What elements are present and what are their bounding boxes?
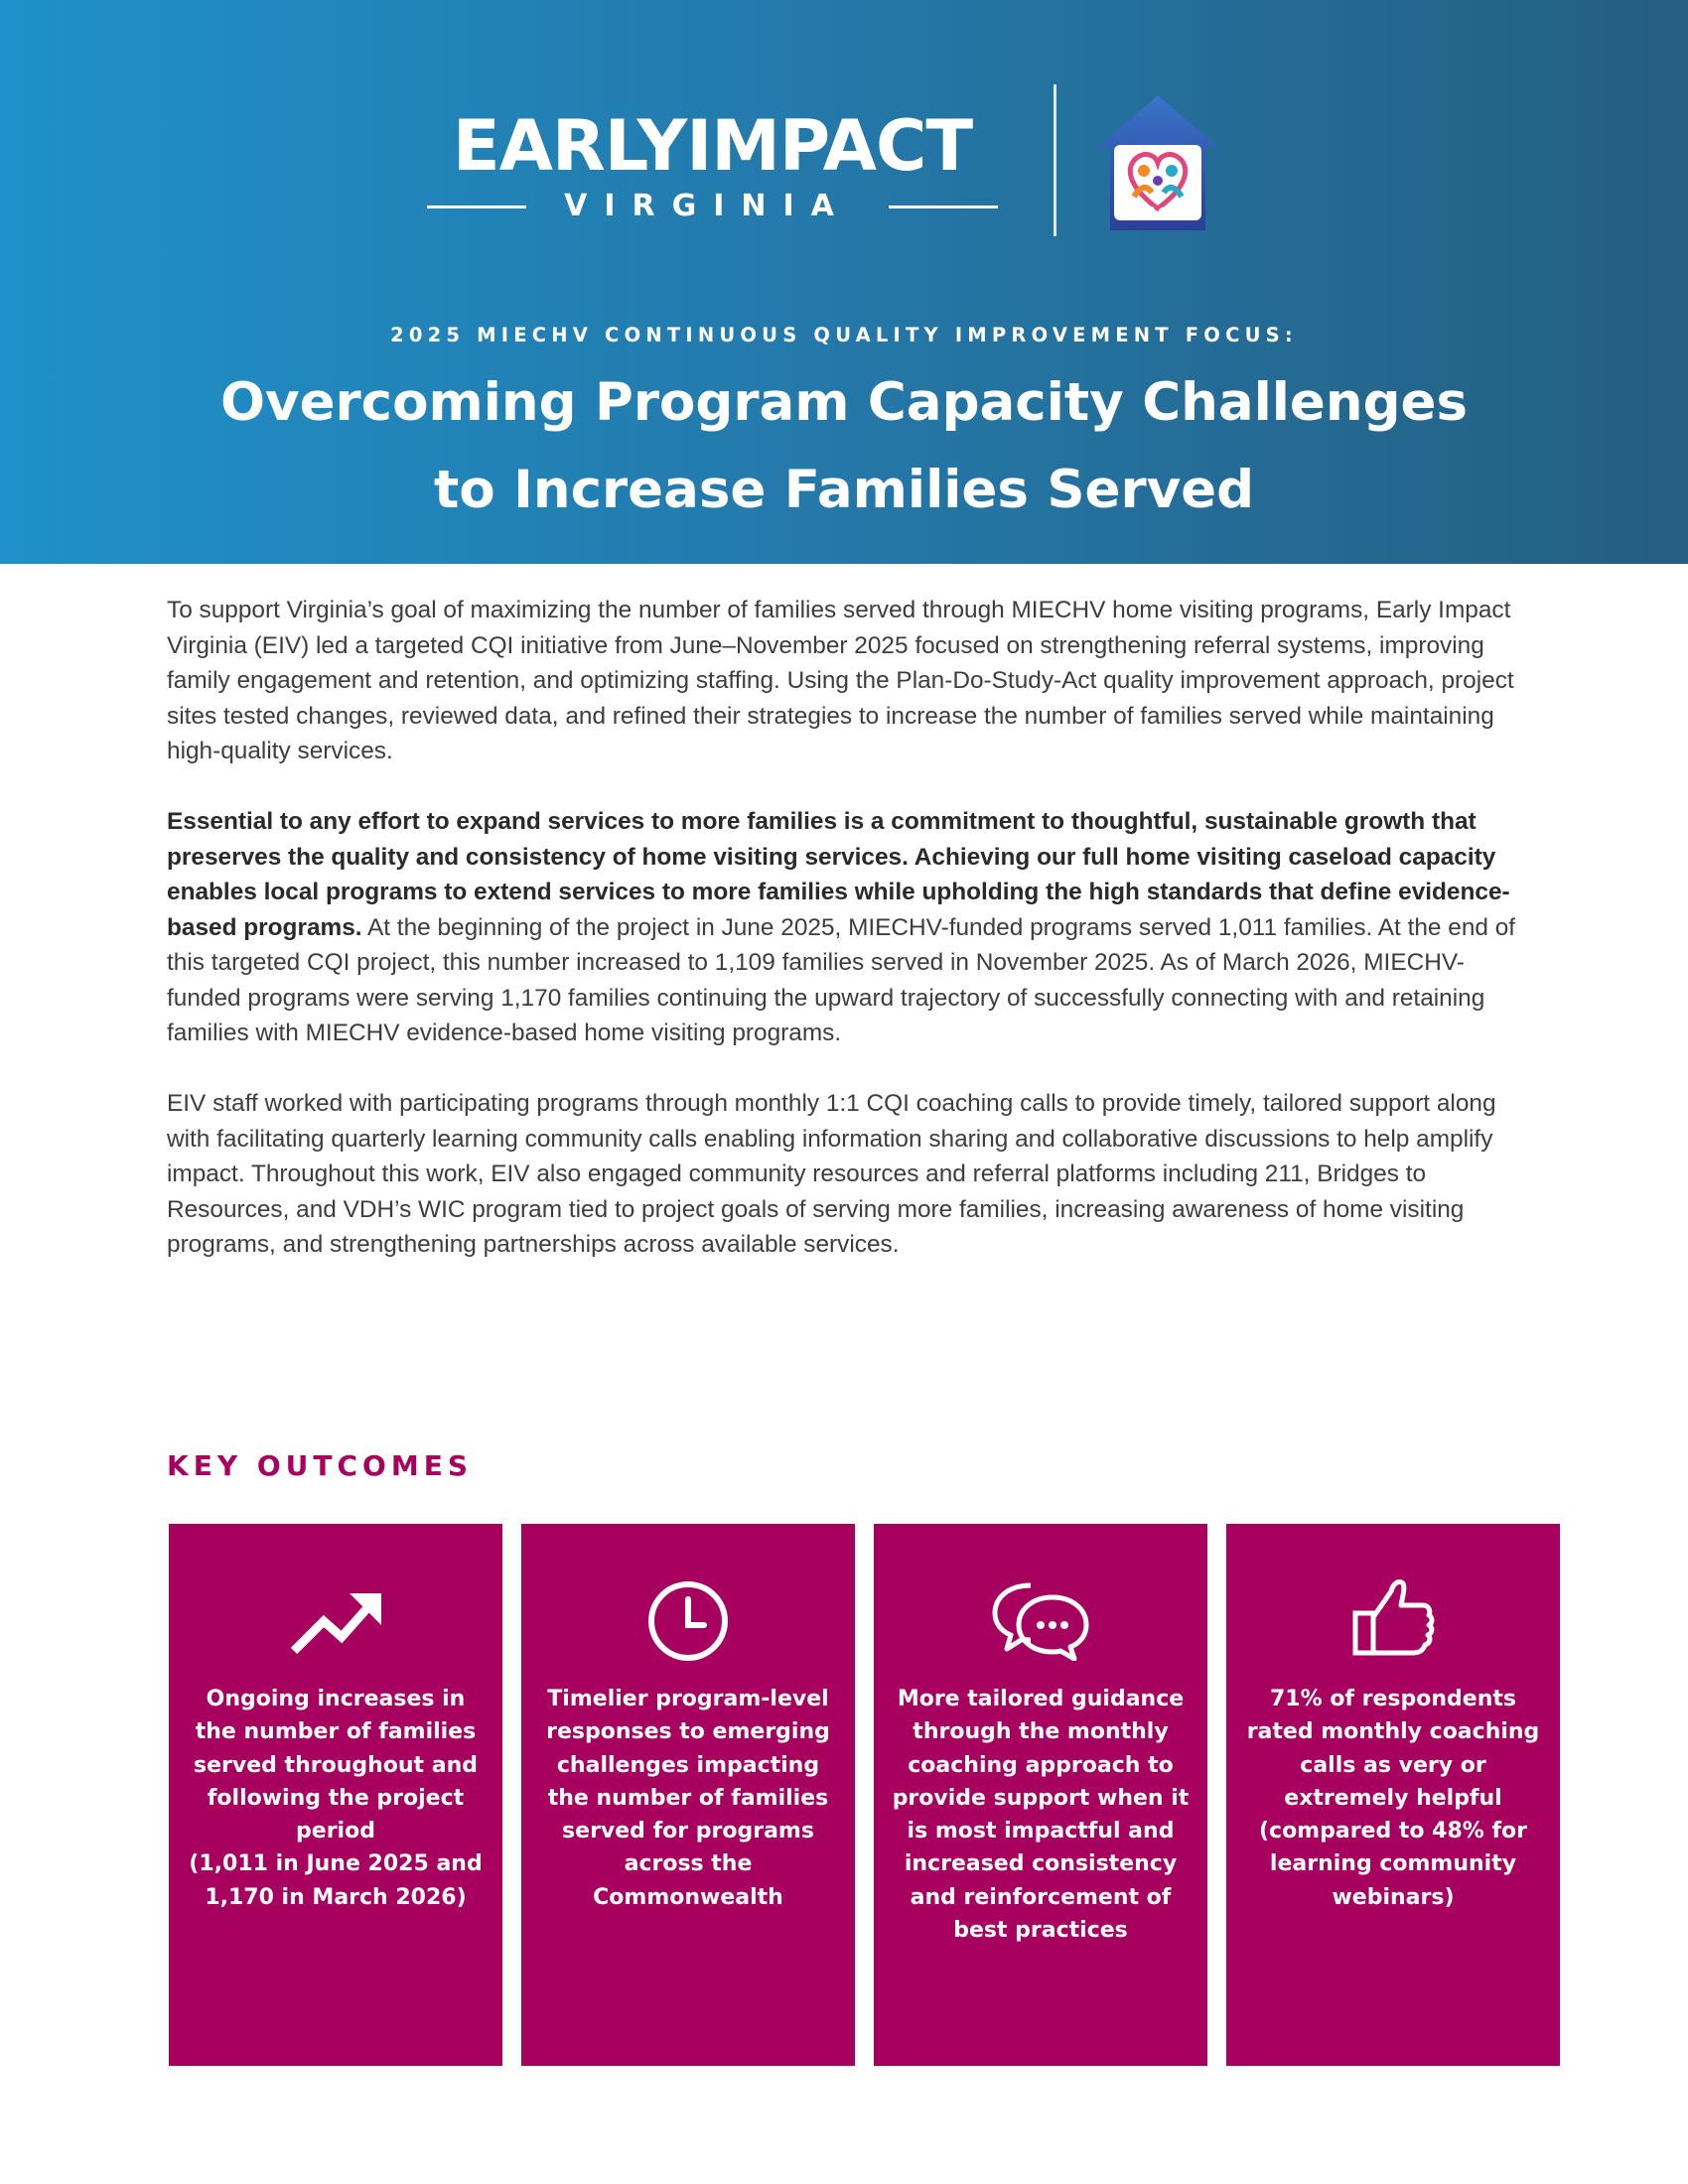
outcome-card-responses [521,1524,855,2066]
paragraph-capacity-bold: Essential to any effort to expand services to more families is a commitment to thoughtful, sustainable growth that preserves the quality and consistency of home visiting services. Achieving our full home visiting caseload capacity enables local programs to extend services to more families while upholding the high standards that define evidence-based programs. [167,808,1510,941]
header-kicker: 2025 MIECHV CONTINUOUS QUALITY IMPROVEMENT FOCUS: [390,324,1298,346]
eiv-logo-wordmark: EARLYIMPACT [452,105,973,187]
title-line-1: Overcoming Program Capacity Challenges [219,372,1469,433]
paragraph-coaching: EIV staff worked with participating programs through monthly 1:1 CQI coaching calls to provide timely, tailored support along with facilitating quarterly learning community calls enabling information sharing and collaborative discussions to help amplify impact. Throughout this work, EIV also engaged community resources and referral platforms including 211, Bridges to Resources, and VDH’s WIC program tied to project goals of serving more families, increasing awareness of home visiting programs, and strengthening partnerships across available services. [167,1090,1496,1258]
outcome-card-survey [1226,1524,1560,2066]
logo-divider [1054,84,1056,236]
chat-bubbles-icon [991,1571,1090,1661]
logo-rule-right [889,205,998,208]
miechv-logo-label: MIECHV [1116,205,1203,224]
paragraph-capacity [167,804,1527,1051]
trending-up-icon [286,1571,385,1661]
logo-rule-left [427,205,526,208]
title-line-2: to Increase Families Served [433,460,1255,520]
page-title [99,359,1589,534]
outcome-card-text: Ongoing increases in the number of families served throughout and following the project period [194,1687,478,1844]
body-text [167,593,1527,1297]
outcome-card-detail: (1,011 in June 2025 and 1,170 in March 2026) [189,1851,483,1910]
paragraph-intro: To support Virginia’s goal of maximizing the number of families served through MIECHV home visiting programs, Early Impact Virginia (EIV) led a targeted CQI initiative from June–November 2025 focused on strengthening referral systems, improving family engagement and retention, and optimizing staffing. Using the Plan-Do-Study-Act quality improvement approach, project sites tested changes, reviewed data, and refined their strategies to increase the number of families served while maintaining high-quality services. [167,597,1514,764]
thumbs-up-icon [1343,1571,1443,1661]
clock-icon [638,1571,738,1661]
outcome-card-families [169,1524,502,2066]
paragraph-capacity-rest: At the beginning of the project in June 2025, MIECHV-funded programs served 1,011 families. At the end of this targeted CQI project, this number increased to 1,109 families served in November 2025. As of March 2026, MIECHV-funded programs were serving 1,170 families continuing the upward trajectory of successfully connecting with and retaining families with MIECHV evidence-based home visiting programs. [167,913,1516,1046]
outcome-card-guidance [874,1524,1207,2066]
key-outcomes-cards [169,1524,1560,2066]
key-outcomes-heading: KEY OUTCOMES [167,1449,473,1482]
outcome-card-text: 71% of respondents rated monthly coaching calls as very or extremely helpful (compared to 48% for learning community webinars) [1246,1687,1540,1910]
header-banner [0,0,1688,564]
outcome-card-text: Timelier program-level responses to emerging challenges impacting the number of families served for programs across the Commonwealth [546,1687,830,1910]
outcome-card-text: More tailored guidance through the monthly coaching approach to provide support when it is most impactful and increased consistency and reinforcement of best practices [892,1687,1190,1944]
early-impact-virginia-logo [427,107,998,221]
eiv-logo-state: VIRGINIA [564,189,851,223]
